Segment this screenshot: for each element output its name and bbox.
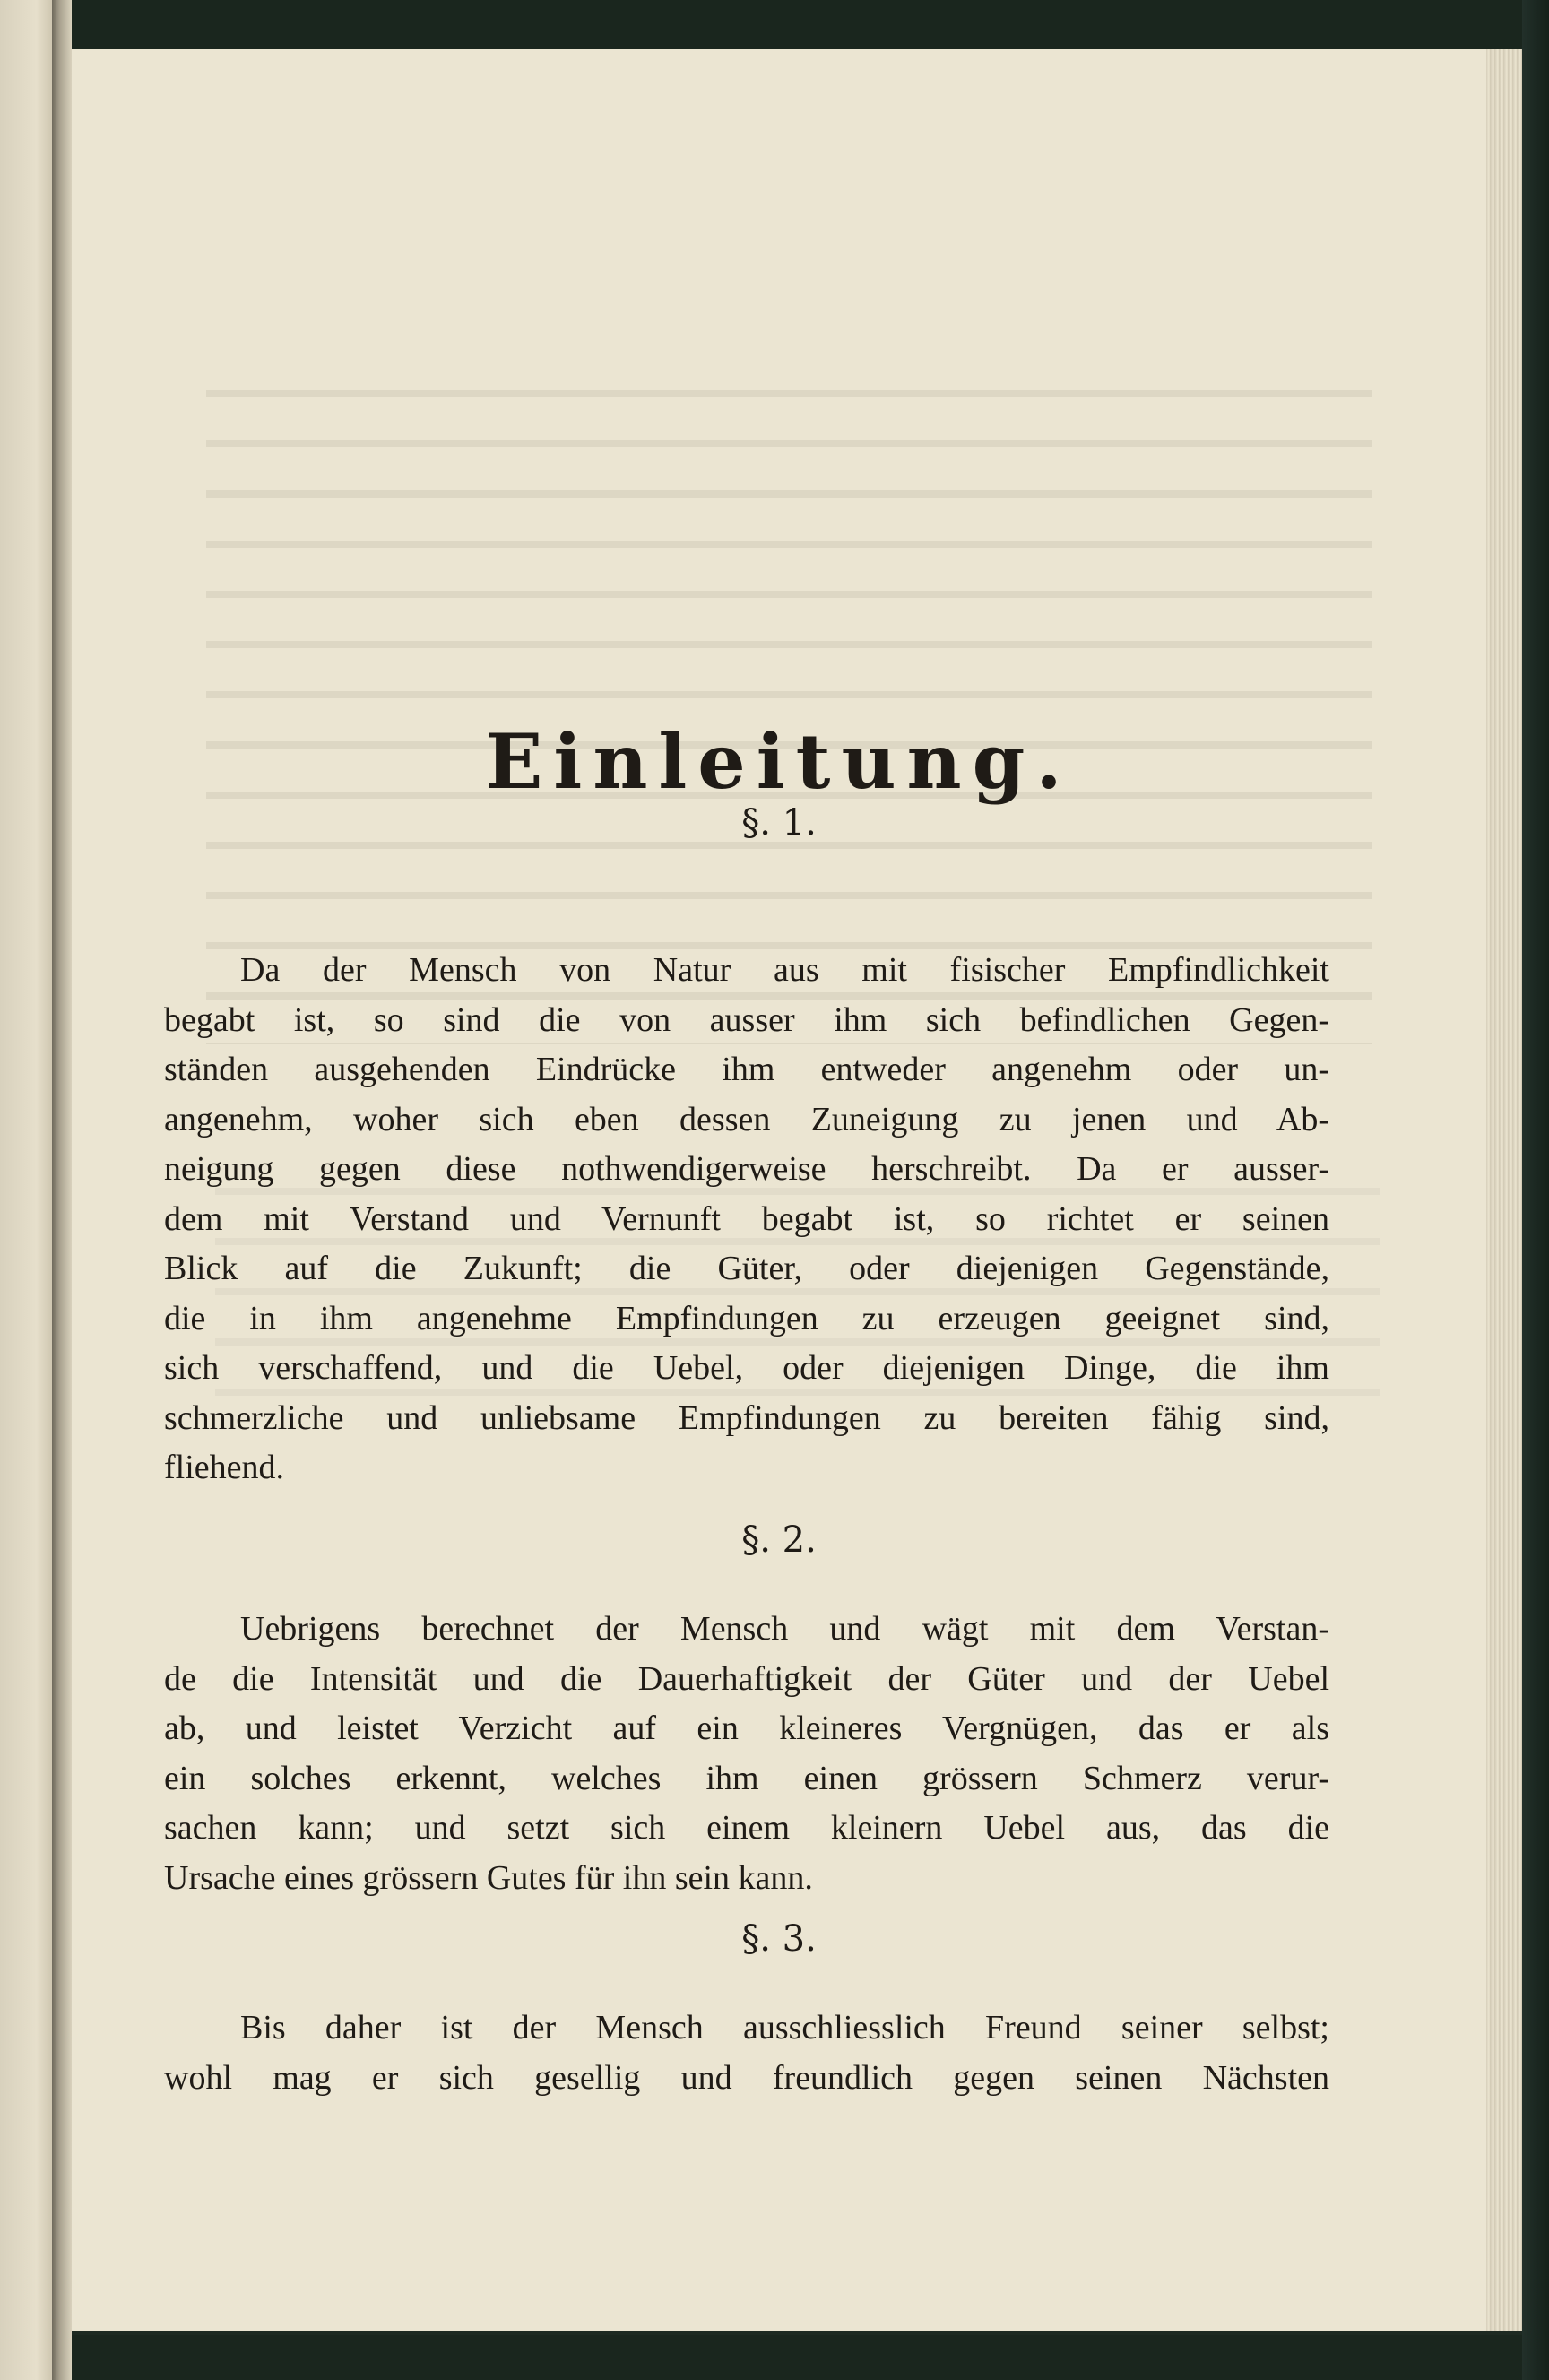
book-cover-top [54, 0, 1549, 54]
chapter-heading: Einleitung. [485, 717, 1073, 806]
section-number-1: §. 1. [741, 802, 817, 844]
book-gutter [52, 0, 72, 2380]
left-page-edge [0, 0, 52, 2380]
paragraph-3 [164, 2004, 1329, 2103]
text-line: ständen ausgehenden Eindrücke ihm entweder angenehm oder un- [164, 1051, 1329, 1088]
text-line: die in ihm angenehme Empfindungen zu erzeugen geeignet sind, [164, 1299, 1329, 1337]
paragraph-1 [164, 946, 1329, 1493]
text-line: schmerzliche und unliebsame Empfindungen zu bereiten fähig sind, [164, 1398, 1329, 1437]
text-line: fliehend. [164, 1449, 285, 1486]
text-line: wohl mag er sich gesellig und freundlich gegen seinen Nächsten [164, 2058, 1329, 2097]
text-line: ab, und leistet Verzicht auf ein kleineres Vergnügen, das er als [164, 1709, 1329, 1747]
text-line: neigung gegen diese nothwendigerweise herschreibt. Da er ausser- [164, 1150, 1329, 1188]
text-line: sich verschaffend, und die Uebel, oder diejenigen Dinge, die ihm [164, 1349, 1329, 1387]
paragraph-2 [164, 1605, 1329, 1903]
text-line: Bis daher ist der Mensch ausschliesslich Freund seiner selbst; [240, 2009, 1329, 2047]
text-line: sachen kann; und setzt sich einem kleinern Uebel aus, das die [164, 1809, 1329, 1847]
book-cover-right [1522, 0, 1549, 2380]
page-edges [1486, 49, 1522, 2331]
text-line: dem mit Verstand und Vernunft begabt ist, so richtet er seinen [164, 1199, 1329, 1238]
text-line: begabt ist, so sind die von ausser ihm sich befindlichen Gegen- [164, 1000, 1329, 1039]
book-cover-bottom [54, 2335, 1549, 2380]
text-line: Uebrigens berechnet der Mensch und wägt mit dem Verstan- [240, 1610, 1329, 1648]
text-line: Ursache eines grössern Gutes für ihn sein kann. [164, 1858, 813, 1897]
section-number-2: §. 2. [741, 1519, 817, 1561]
text-line: Blick auf die Zukunft; die Güter, oder diejenigen Gegenstände, [164, 1250, 1329, 1287]
text-line: ein solches erkennt, welches ihm einen grössern Schmerz verur- [164, 1759, 1329, 1797]
text-line: Da der Mensch von Natur aus mit fisischer Empfindlichkeit [240, 951, 1329, 989]
show-through-text [206, 363, 1372, 1044]
text-line: de die Intensität und die Dauerhaftigkeit der Güter und der Uebel [164, 1659, 1329, 1698]
section-number-3: §. 3. [741, 1918, 817, 1960]
page [72, 49, 1486, 2331]
text-line: angenehm, woher sich eben dessen Zuneigung zu jenen und Ab- [164, 1100, 1329, 1138]
